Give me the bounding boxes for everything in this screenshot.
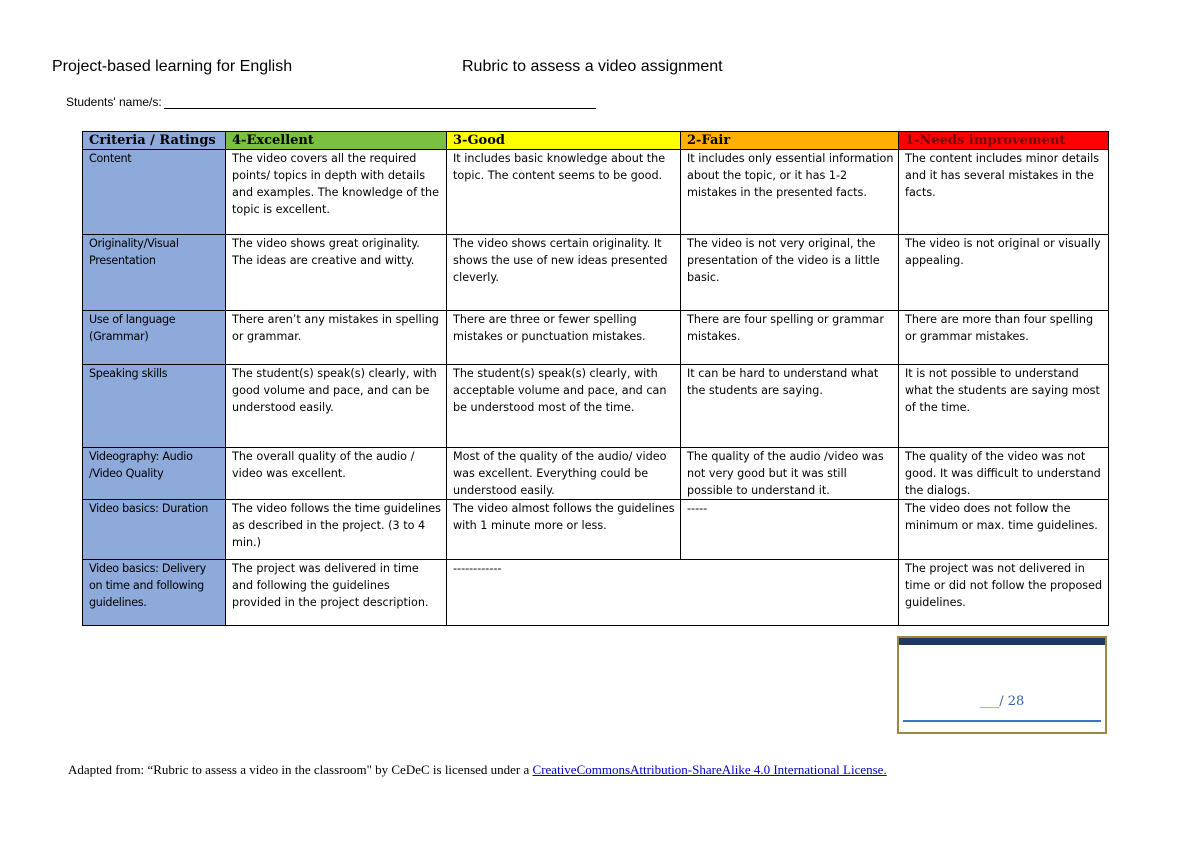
students-name-field[interactable] [164, 95, 596, 109]
cell-needs-improvement: The content includes minor details and it has several mistakes in the facts. [899, 150, 1109, 235]
cell-needs-improvement: The quality of the video was not good. It was difficult to understand the dialogs. [899, 448, 1109, 500]
cell-needs-improvement: The project was not delivered in time or did not follow the proposed guidelines. [899, 560, 1109, 626]
table-row [83, 150, 1109, 235]
score-box [897, 636, 1107, 734]
cell-fair: It includes only essential information about the topic, or it has 1-2 mistakes in the presented facts. [681, 150, 899, 235]
cell-good: The video almost follows the guidelines with 1 minute more or less. [447, 500, 681, 560]
score-box-underline [903, 720, 1101, 722]
cell-excellent: The video shows great originality. The ideas are creative and witty. [226, 235, 447, 311]
score-box-top-bar [899, 638, 1105, 645]
rubric-title: Rubric to assess a video assignment [462, 58, 723, 75]
license-link-attribution[interactable]: CreativeCommonsAttribution- [532, 762, 693, 777]
cell-good-fair-merged: ------------ [447, 560, 899, 626]
cell-fair: ----- [681, 500, 899, 560]
criteria-duration: Video basics: Duration [83, 500, 226, 560]
header-fair: 2-Fair [681, 132, 899, 150]
students-name-row [66, 95, 596, 109]
criteria-delivery: Video basics: Delivery on time and following guidelines. [83, 560, 226, 626]
cell-good: It includes basic knowledge about the topic. The content seems to be good. [447, 150, 681, 235]
header-row [83, 132, 1109, 150]
table-row [83, 311, 1109, 365]
criteria-content: Content [83, 150, 226, 235]
cell-good: The video shows certain originality. It shows the use of new ideas presented cleverly. [447, 235, 681, 311]
cell-fair: It can be hard to understand what the students are saying. [681, 365, 899, 448]
attribution-text: Adapted from: “Rubric to assess a video in the classroom" by CeDeC is licensed under a [68, 762, 533, 777]
score-total[interactable]: ___/ 28 [979, 694, 1025, 709]
cell-fair: The quality of the audio /video was not very good but it was still possible to understand it. [681, 448, 899, 500]
header-needs-improvement: 1-Needs improvement [899, 132, 1109, 150]
header-criteria: Criteria / Ratings [83, 132, 226, 150]
table-row [83, 448, 1109, 500]
cell-excellent: The student(s) speak(s) clearly, with good volume and pace, and can be understood easily. [226, 365, 447, 448]
criteria-speaking-skills: Speaking skills [83, 365, 226, 448]
criteria-use-of-language: Use of language (Grammar) [83, 311, 226, 365]
cell-fair: There are four spelling or grammar mistakes. [681, 311, 899, 365]
header-good: 3-Good [447, 132, 681, 150]
document-title: Project-based learning for English [52, 58, 293, 75]
cell-needs-improvement: It is not possible to understand what the students are saying most of the time. [899, 365, 1109, 448]
cell-good: There are three or fewer spelling mistakes or punctuation mistakes. [447, 311, 681, 365]
header-excellent: 4-Excellent [226, 132, 447, 150]
cell-excellent: The project was delivered in time and following the guidelines provided in the project description. [226, 560, 447, 626]
attribution-footer [68, 762, 887, 778]
cell-excellent: There aren’t any mistakes in spelling or grammar. [226, 311, 447, 365]
cell-excellent: The video follows the time guidelines as described in the project. (3 to 4 min.) [226, 500, 447, 560]
table-row [83, 365, 1109, 448]
table-row [83, 235, 1109, 311]
cell-needs-improvement: The video is not original or visually appealing. [899, 235, 1109, 311]
students-name-label: Students' name/s: [66, 95, 162, 109]
criteria-originality: Originality/Visual Presentation [83, 235, 226, 311]
cell-excellent: The video covers all the required points/ topics in depth with details and examples. The knowledge of the topic is excellent. [226, 150, 447, 235]
cell-good: The student(s) speak(s) clearly, with acceptable volume and pace, and can be understood most of the time. [447, 365, 681, 448]
cell-good: Most of the quality of the audio/ video was excellent. Everything could be understood easily. [447, 448, 681, 500]
table-row [83, 560, 1109, 626]
cell-needs-improvement: The video does not follow the minimum or max. time guidelines. [899, 500, 1109, 560]
cell-needs-improvement: There are more than four spelling or grammar mistakes. [899, 311, 1109, 365]
cell-excellent: The overall quality of the audio / video was excellent. [226, 448, 447, 500]
license-link-sharealike[interactable]: ShareAlike 4.0 International License. [692, 762, 887, 777]
rubric-table [82, 131, 1109, 626]
table-row [83, 500, 1109, 560]
criteria-videography: Videography: Audio /Video Quality [83, 448, 226, 500]
cell-fair: The video is not very original, the presentation of the video is a little basic. [681, 235, 899, 311]
